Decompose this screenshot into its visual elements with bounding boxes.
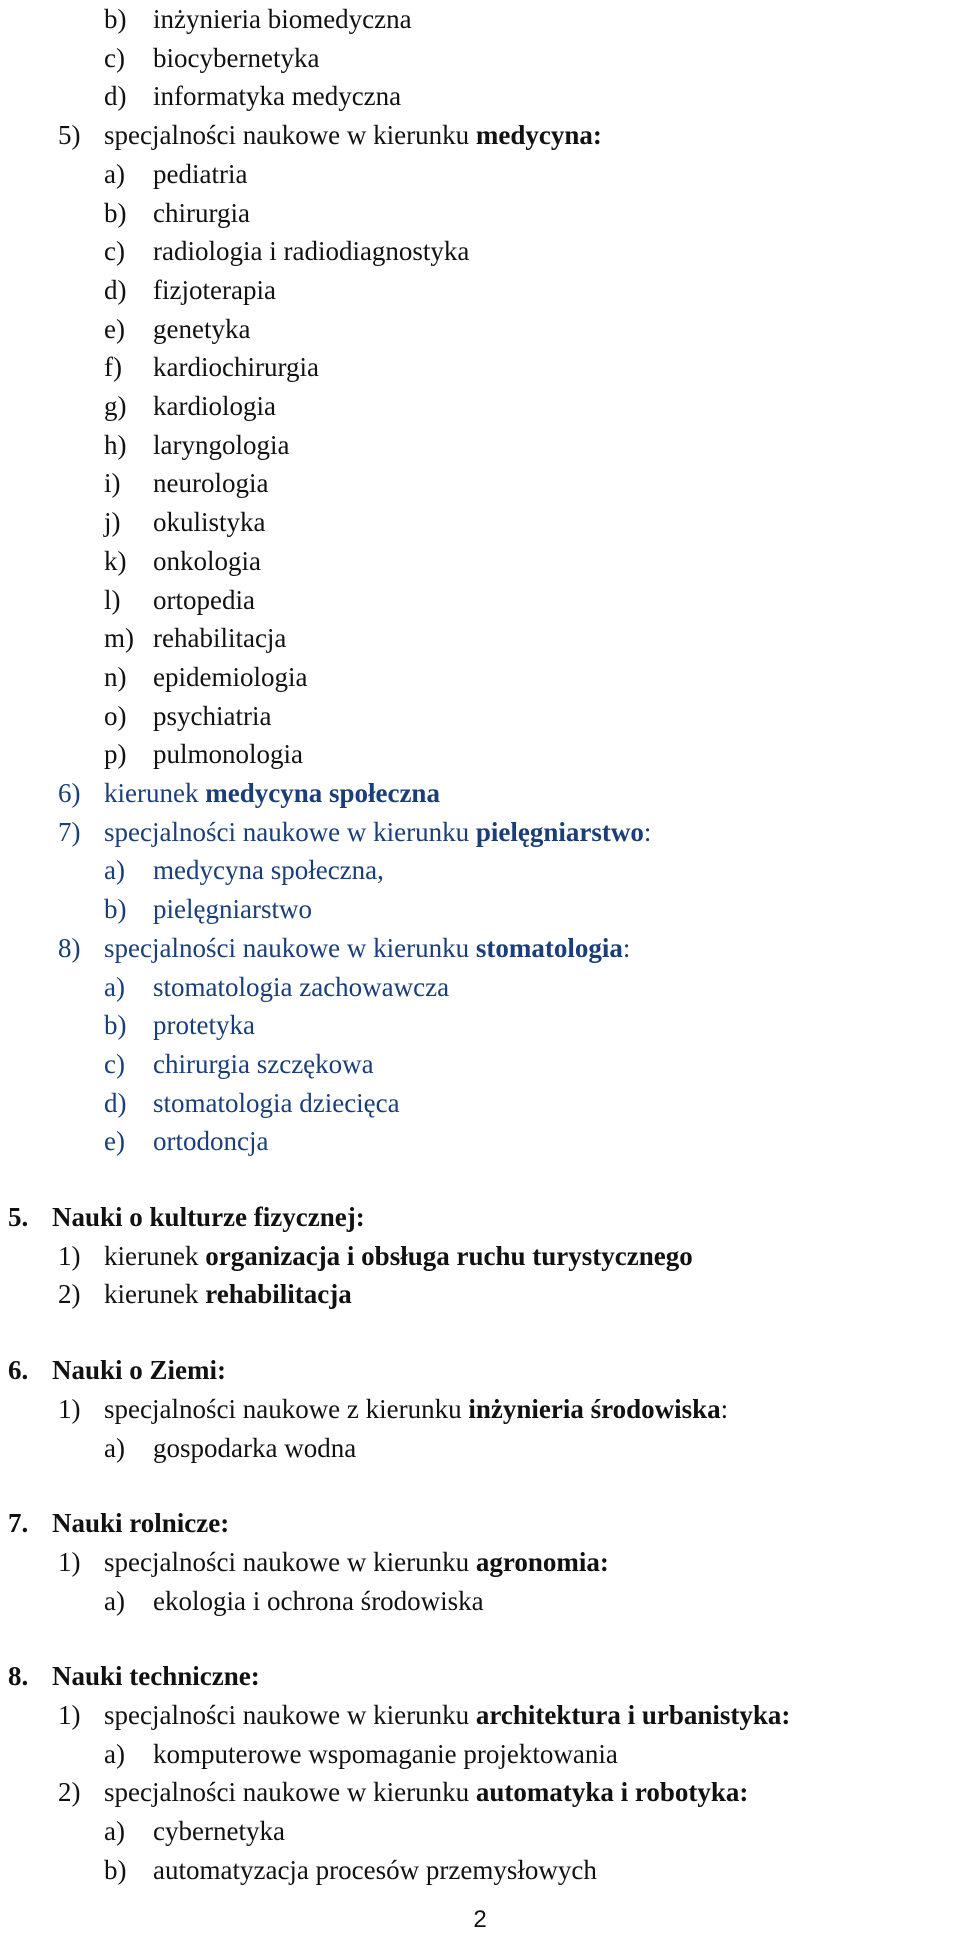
list-label: b) — [104, 198, 127, 228]
list-label: 6. — [8, 1355, 29, 1385]
list-text-plain: pielęgniarstwo — [153, 894, 312, 924]
list-text — [153, 1851, 597, 1889]
list-text-plain: genetyka — [153, 314, 251, 344]
list-label: l) — [104, 585, 121, 615]
list-text-plain: protetyka — [153, 1010, 255, 1040]
list-label: c) — [104, 43, 125, 73]
list-text-plain: pulmonologia — [153, 739, 303, 769]
list-text-plain: stomatologia zachowawcza — [153, 972, 450, 1002]
list-text-plain: medycyna społeczna, — [153, 855, 384, 885]
list-text — [153, 155, 247, 193]
list-text-plain: radiologia i radiodiagnostyka — [153, 236, 470, 266]
list-text — [153, 1045, 374, 1083]
list-text-plain: psychiatria — [153, 701, 272, 731]
list-text-bold: inżynieria środowiska — [468, 1394, 721, 1424]
list-label: a) — [104, 1586, 125, 1616]
list-text-bold: organizacja i obsługa ruchu turystycznego — [205, 1241, 693, 1271]
list-text-bold: medycyna społeczna — [205, 778, 440, 808]
list-label: d) — [104, 81, 127, 111]
list-text — [153, 426, 289, 464]
list-label: 2) — [58, 1279, 81, 1309]
list-label: b) — [104, 1010, 127, 1040]
list-text — [153, 890, 312, 928]
list-text — [153, 1735, 618, 1773]
list-text-plain: neurologia — [153, 468, 269, 498]
list-text-plain: kardiochirurgia — [153, 352, 319, 382]
list-text-plain: specjalności naukowe w kierunku — [104, 120, 476, 150]
list-label: b) — [104, 1855, 127, 1885]
list-text-plain: cybernetyka — [153, 1816, 285, 1846]
list-text-plain: ortopedia — [153, 585, 255, 615]
page-number: 2 — [473, 1906, 487, 1933]
list-text-bold: automatyka i robotyka: — [475, 1777, 749, 1807]
list-text-plain: Nauki techniczne: — [52, 1661, 260, 1691]
list-text — [52, 1504, 229, 1542]
list-text — [104, 116, 602, 154]
list-label: 1) — [58, 1241, 81, 1271]
list-label: b) — [104, 4, 127, 34]
list-text-plain: okulistyka — [153, 507, 266, 537]
list-label: e) — [104, 314, 125, 344]
list-text-plain: laryngologia — [153, 430, 290, 460]
list-label: j) — [104, 507, 121, 537]
list-label: a) — [104, 1433, 125, 1463]
list-text — [153, 1429, 356, 1467]
list-label: p) — [104, 739, 127, 769]
list-label: 7. — [8, 1508, 29, 1538]
list-text — [153, 1006, 255, 1044]
list-text-tail: : — [643, 817, 652, 847]
list-text — [153, 232, 469, 270]
list-label: 1) — [58, 1394, 81, 1424]
list-label: d) — [104, 1088, 127, 1118]
list-text-plain: specjalności naukowe w kierunku — [104, 1700, 476, 1730]
list-text — [104, 774, 440, 812]
list-text — [104, 1696, 790, 1734]
list-label: b) — [104, 894, 127, 924]
list-label: a) — [104, 1739, 125, 1769]
list-text — [153, 387, 276, 425]
list-text — [52, 1657, 260, 1695]
list-text — [153, 542, 261, 580]
list-text — [153, 1122, 268, 1160]
list-label: 2) — [58, 1777, 81, 1807]
list-text — [104, 1773, 748, 1811]
list-text-plain: stomatologia dziecięca — [153, 1088, 400, 1118]
list-text-bold: architektura i urbanistyka: — [475, 1700, 791, 1730]
list-text-plain: informatyka medyczna — [153, 81, 402, 111]
list-text — [153, 697, 271, 735]
list-label: 1) — [58, 1700, 81, 1730]
list-label: c) — [104, 1049, 125, 1079]
list-text-plain: chirurgia szczękowa — [153, 1049, 374, 1079]
list-text-plain: gospodarka wodna — [153, 1433, 357, 1463]
list-label: a) — [104, 1816, 125, 1846]
list-label: o) — [104, 701, 127, 731]
list-text — [153, 851, 384, 889]
list-text-plain: onkologia — [153, 546, 261, 576]
list-text-plain: Nauki o kulturze fizycznej: — [52, 1202, 365, 1232]
list-text-bold: medycyna: — [475, 120, 602, 150]
list-text-plain: ortodoncja — [153, 1126, 269, 1156]
list-text — [153, 194, 250, 232]
list-text — [104, 1275, 352, 1313]
list-label: 8. — [8, 1661, 29, 1691]
list-text-plain: pediatria — [153, 159, 248, 189]
list-text — [153, 0, 412, 38]
list-text — [104, 813, 651, 851]
list-text — [153, 1582, 484, 1620]
list-text-plain: chirurgia — [153, 198, 250, 228]
list-text — [52, 1351, 226, 1389]
list-text-plain: rehabilitacja — [153, 623, 287, 653]
list-text — [153, 39, 319, 77]
list-text-plain: automatyzacja procesów przemysłowych — [153, 1855, 597, 1885]
list-label: h) — [104, 430, 127, 460]
list-text — [153, 1812, 285, 1850]
list-text — [104, 1237, 693, 1275]
list-text-plain: ekologia i ochrona środowiska — [153, 1586, 484, 1616]
list-text — [104, 1543, 609, 1581]
list-text — [104, 1390, 728, 1428]
list-text-plain: kierunek — [104, 778, 206, 808]
list-label: 6) — [58, 778, 81, 808]
list-text-plain: fizjoterapia — [153, 275, 276, 305]
list-text-plain: kierunek — [104, 1279, 206, 1309]
list-label: 5. — [8, 1202, 29, 1232]
list-text-plain: Nauki o Ziemi: — [52, 1355, 227, 1385]
list-label: 8) — [58, 933, 81, 963]
list-text-plain: specjalności naukowe w kierunku — [104, 1777, 476, 1807]
list-text — [153, 348, 319, 386]
list-label: 5) — [58, 120, 81, 150]
list-label: f) — [104, 352, 122, 382]
list-text-bold: agronomia: — [475, 1547, 609, 1577]
list-text — [153, 464, 268, 502]
list-text-bold: pielęgniarstwo — [475, 817, 644, 847]
list-label: 1) — [58, 1547, 81, 1577]
list-label: c) — [104, 236, 125, 266]
list-text — [153, 310, 250, 348]
list-text — [153, 968, 449, 1006]
list-text-plain: specjalności naukowe z kierunku — [104, 1394, 469, 1424]
list-text — [153, 735, 303, 773]
list-text-plain: Nauki rolnicze: — [52, 1508, 230, 1538]
list-text-plain: inżynieria biomedyczna — [153, 4, 412, 34]
list-text — [153, 658, 307, 696]
list-label: e) — [104, 1126, 125, 1156]
list-label: g) — [104, 391, 127, 421]
list-text — [153, 619, 286, 657]
list-label: d) — [104, 275, 127, 305]
list-text-plain: kardiologia — [153, 391, 276, 421]
list-text — [153, 77, 401, 115]
list-label: 7) — [58, 817, 81, 847]
list-label: a) — [104, 972, 125, 1002]
list-text — [153, 581, 255, 619]
list-text-plain: biocybernetyka — [153, 43, 320, 73]
list-label: m) — [104, 623, 134, 653]
list-text-bold: stomatologia — [475, 933, 623, 963]
list-text — [52, 1198, 365, 1236]
list-text — [153, 271, 276, 309]
list-label: i) — [104, 468, 121, 498]
list-text-tail: : — [622, 933, 631, 963]
list-text-plain: specjalności naukowe w kierunku — [104, 933, 476, 963]
list-label: k) — [104, 546, 127, 576]
list-text-plain: specjalności naukowe w kierunku — [104, 817, 476, 847]
list-label: a) — [104, 855, 125, 885]
list-text-tail: : — [720, 1394, 729, 1424]
list-text-plain: epidemiologia — [153, 662, 308, 692]
list-text-plain: specjalności naukowe w kierunku — [104, 1547, 476, 1577]
list-text — [153, 1084, 400, 1122]
list-label: a) — [104, 159, 125, 189]
list-text — [104, 929, 630, 967]
list-text-plain: kierunek — [104, 1241, 206, 1271]
list-text — [153, 503, 266, 541]
list-text-plain: komputerowe wspomaganie projektowania — [153, 1739, 618, 1769]
list-label: n) — [104, 662, 127, 692]
list-text-bold: rehabilitacja — [205, 1279, 352, 1309]
